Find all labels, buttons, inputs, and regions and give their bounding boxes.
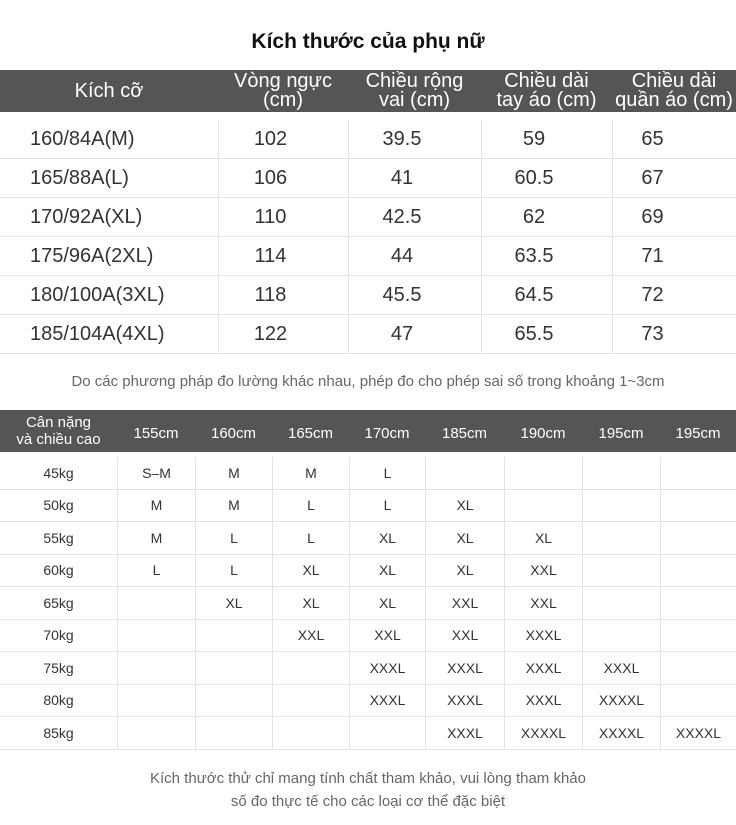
footer-line: Kích thước thử chỉ mang tính chất tham khảo, vui lòng tham khảo: [150, 770, 586, 787]
size-cell: [117, 717, 195, 749]
size-cell: XL: [425, 555, 504, 587]
column-header: Chiều rộng vai (cm): [365, 70, 464, 111]
size-cell: [660, 490, 736, 522]
weight-cell: 85kg: [43, 724, 74, 741]
table-row: [0, 685, 736, 718]
size-cell: XXXL: [425, 717, 504, 749]
measurement-cell: 60.5: [481, 159, 612, 197]
size-cell: L: [195, 522, 272, 554]
weight-cell: 65kg: [43, 594, 74, 611]
size-cell: [272, 652, 349, 684]
size-cell: [582, 620, 660, 652]
table-row: [0, 522, 736, 555]
weight-cell: 60kg: [43, 562, 74, 579]
size-label-cell: 175/96A(2XL): [30, 244, 154, 267]
size-cell: M: [195, 490, 272, 522]
table-row: [0, 276, 736, 315]
measurement-cell: 41: [348, 159, 481, 197]
size-cell: XXXL: [425, 652, 504, 684]
size-cell: M: [195, 457, 272, 489]
height-header: 190cm: [520, 424, 566, 442]
size-cell: XXXL: [504, 652, 582, 684]
table-row: [0, 120, 736, 159]
weight-cell: 45kg: [43, 464, 74, 481]
size-cell: L: [349, 490, 425, 522]
size-cell: XXXL: [504, 620, 582, 652]
table-row: [0, 198, 736, 237]
measurement-cell: 45.5: [348, 276, 481, 314]
size-cell: XXL: [504, 555, 582, 587]
weight-cell: 55kg: [43, 529, 74, 546]
table-row: [0, 490, 736, 523]
size-label-cell: 170/92A(XL): [30, 205, 143, 228]
column-header: Chiều dài tay áo (cm): [496, 70, 597, 111]
weight-cell: 75kg: [43, 659, 74, 676]
size-cell: L: [117, 555, 195, 587]
size-cell: L: [272, 522, 349, 554]
size-cell: [195, 685, 272, 717]
measurement-cell: 118: [218, 276, 348, 314]
size-cell: XL: [349, 522, 425, 554]
height-header: 160cm: [210, 424, 257, 442]
measurement-cell: 64.5: [481, 276, 612, 314]
footer-line: số đo thực tế cho các loại cơ thể đặc biệt: [230, 793, 506, 810]
size-table-body: [0, 120, 736, 354]
size-cell: [582, 587, 660, 619]
size-cell: [195, 717, 272, 749]
measurement-cell: 110: [218, 198, 348, 236]
size-cell: [504, 490, 582, 522]
size-cell: XL: [425, 522, 504, 554]
size-cell: XXXL: [349, 685, 425, 717]
measurement-cell: 106: [218, 159, 348, 197]
size-table-header: [0, 70, 736, 112]
table-row: [0, 555, 736, 588]
size-label-cell: 165/88A(L): [30, 166, 129, 189]
measurement-cell: 47: [348, 315, 481, 353]
size-cell: L: [195, 555, 272, 587]
measurement-cell: 114: [218, 237, 348, 275]
size-cell: [660, 652, 736, 684]
size-cell: [272, 685, 349, 717]
size-cell: [660, 620, 736, 652]
size-label-cell: 185/104A(4XL): [30, 322, 165, 345]
size-cell: XXL: [272, 620, 349, 652]
measurement-cell: 67: [612, 159, 736, 197]
size-cell: [117, 587, 195, 619]
weight-height-table: [0, 410, 736, 750]
measurement-cell: 44: [348, 237, 481, 275]
column-header: Vòng ngực (cm): [234, 70, 332, 111]
size-cell: XXL: [504, 587, 582, 619]
size-cell: XXL: [425, 587, 504, 619]
size-cell: XXXXL: [660, 717, 736, 749]
size-cell: [582, 555, 660, 587]
measurement-cell: 102: [218, 120, 348, 158]
table-row: [0, 315, 736, 354]
size-cell: [582, 490, 660, 522]
table-row: [0, 159, 736, 198]
height-header: 185cm: [441, 424, 488, 442]
size-cell: [660, 522, 736, 554]
measurement-cell: 39.5: [348, 120, 481, 158]
size-cell: M: [117, 490, 195, 522]
table-row: [0, 717, 736, 750]
weight-height-header: [0, 410, 736, 452]
size-cell: XXXXL: [582, 685, 660, 717]
size-cell: [660, 555, 736, 587]
measurement-cell: 62: [481, 198, 612, 236]
table-row: [0, 652, 736, 685]
height-header: 170cm: [364, 424, 410, 442]
corner-header: Cân nặng và chiều cao: [16, 414, 101, 448]
measurement-note: Do các phương pháp đo lường khác nhau, phép đo cho phép sai số trong khoảng 1~3cm: [71, 373, 665, 390]
measurement-cell: 73: [612, 315, 736, 353]
column-header: Kích cỡ: [74, 79, 144, 102]
size-cell: XXXL: [349, 652, 425, 684]
column-header: Chiều dài quần áo (cm): [615, 70, 733, 111]
size-cell: [425, 457, 504, 489]
height-header: 195cm: [675, 424, 721, 442]
table-row: [0, 620, 736, 653]
size-cell: XL: [349, 555, 425, 587]
size-cell: XXXL: [425, 685, 504, 717]
weight-height-body: [0, 457, 736, 750]
measurement-cell: 59: [481, 120, 612, 158]
measurement-cell: 63.5: [481, 237, 612, 275]
footer-note: [0, 767, 736, 813]
size-cell: XL: [272, 555, 349, 587]
size-cell: M: [272, 457, 349, 489]
size-chart-table: [0, 70, 736, 354]
size-cell: XL: [425, 490, 504, 522]
size-cell: [117, 620, 195, 652]
size-cell: [504, 457, 582, 489]
size-cell: L: [349, 457, 425, 489]
size-cell: L: [272, 490, 349, 522]
size-cell: XXL: [349, 620, 425, 652]
size-cell: [660, 685, 736, 717]
size-cell: [582, 522, 660, 554]
size-cell: S–M: [117, 457, 195, 489]
size-cell: [349, 717, 425, 749]
table-row: [0, 237, 736, 276]
height-header: 165cm: [287, 424, 334, 442]
size-cell: XXXL: [504, 685, 582, 717]
size-cell: XL: [349, 587, 425, 619]
size-cell: [117, 652, 195, 684]
size-cell: XL: [504, 522, 582, 554]
measurement-cell: 42.5: [348, 198, 481, 236]
size-label-cell: 160/84A(M): [30, 127, 135, 150]
size-cell: [117, 685, 195, 717]
size-cell: XL: [195, 587, 272, 619]
height-header: 155cm: [133, 424, 179, 442]
measurement-cell: 65: [612, 120, 736, 158]
size-cell: [272, 717, 349, 749]
size-cell: XXXL: [582, 652, 660, 684]
size-cell: [660, 457, 736, 489]
size-cell: [195, 620, 272, 652]
size-cell: XL: [272, 587, 349, 619]
size-cell: M: [117, 522, 195, 554]
size-cell: XXXXL: [582, 717, 660, 749]
table-row: [0, 587, 736, 620]
table-row: [0, 457, 736, 490]
size-label-cell: 180/100A(3XL): [30, 283, 165, 306]
measurement-cell: 122: [218, 315, 348, 353]
measurement-cell: 72: [612, 276, 736, 314]
weight-cell: 70kg: [43, 627, 74, 644]
size-cell: XXL: [425, 620, 504, 652]
measurement-cell: 65.5: [481, 315, 612, 353]
measurement-cell: 69: [612, 198, 736, 236]
weight-cell: 80kg: [43, 692, 74, 709]
measurement-cell: 71: [612, 237, 736, 275]
page-title: Kích thước của phụ nữ: [251, 30, 485, 53]
size-cell: XXXXL: [504, 717, 582, 749]
size-cell: [582, 457, 660, 489]
weight-cell: 50kg: [43, 497, 74, 514]
size-cell: [195, 652, 272, 684]
height-header: 195cm: [598, 424, 644, 442]
size-cell: [660, 587, 736, 619]
